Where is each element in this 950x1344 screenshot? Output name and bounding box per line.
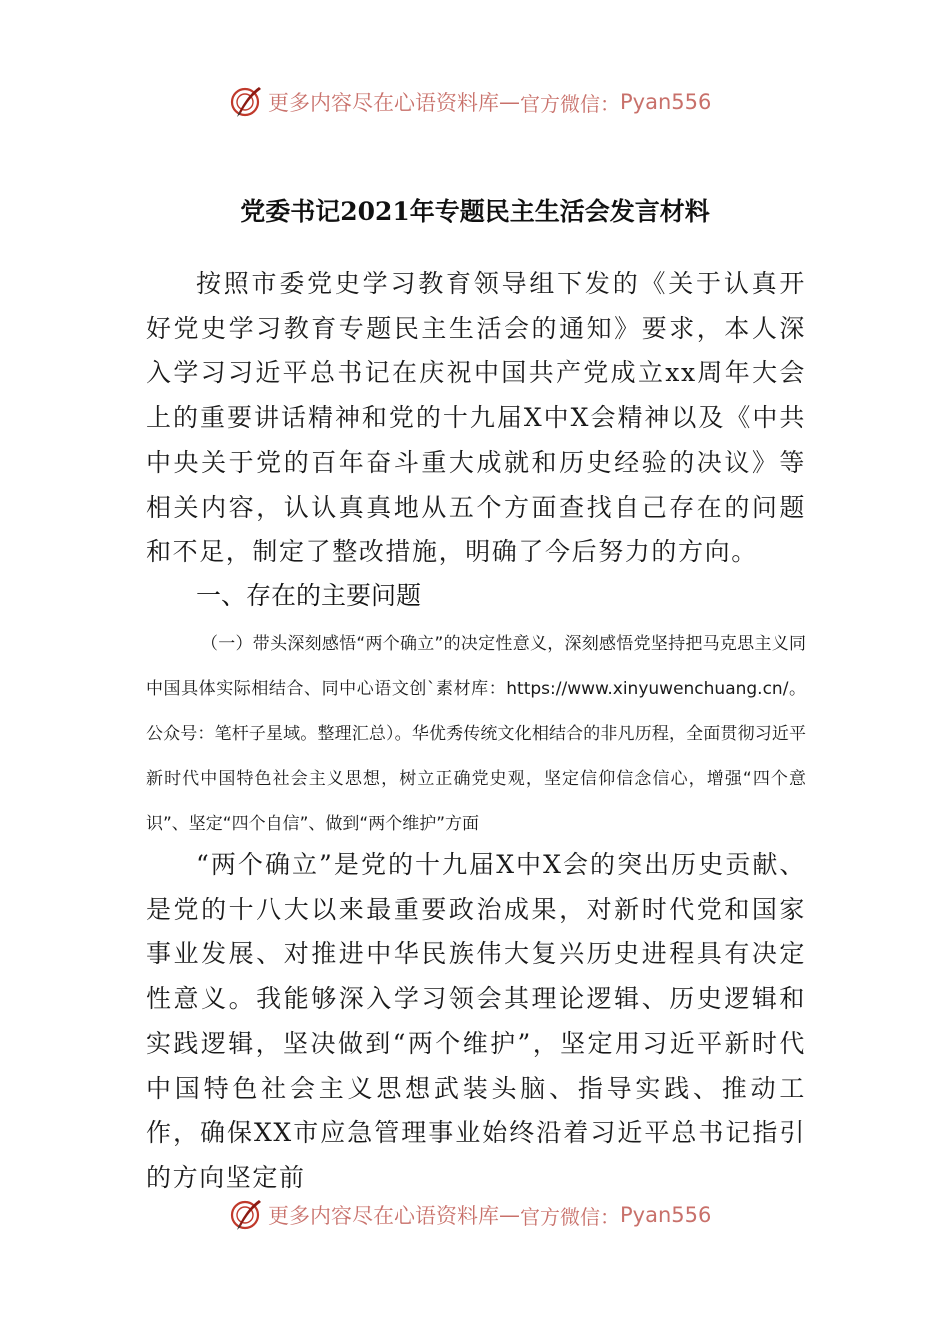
banner-dash: — bbox=[499, 90, 520, 114]
banner-brand-text: 更多内容尽在心语资料库 bbox=[268, 1204, 499, 1228]
body-paragraph: “两个确立”是党的十九届X中X会的突出历史贡献、是党的十八大以来最重要政治成果，对新时代党和国家事业发展、对推进中华民族伟大复兴历史进程具有决定性意义。我能够深入学习领会其理论逻辑、历史逻辑和实践逻辑，坚决做到“两个维护”，坚定用习近平新时代中国特色社会主义思想武装头脑、指导实践、推动工作，确保XX市应急管理事业始终沿着习近平总书记指引的方向坚定前 bbox=[146, 850, 806, 1192]
quill-logo-icon bbox=[228, 84, 264, 120]
section-heading-main-problems: 一、存在的主要问题 bbox=[196, 581, 422, 610]
quill-logo-icon bbox=[228, 1197, 264, 1233]
banner-wechat-label: 官方微信： bbox=[520, 1204, 620, 1229]
banner-account-id: Pyan556 bbox=[620, 1203, 712, 1227]
document-title: 党委书记2021年专题民主生活会发言材料 bbox=[240, 197, 710, 226]
banner-wechat-label: 官方微信： bbox=[520, 91, 620, 116]
subsection-heading-paragraph: （一）带头深刻感悟“两个确立”的决定性意义，深刻感悟党坚持把马克思主义同中国具体实际相结合、同中心语文创`素材库：https://www.xinyuwenchuang.cn/。公众号：笔杆子星域。整理汇总）。华优秀传统文化相结合的非凡历程，全面贯彻习近平新时代中国特色社会主义思想，树立正确党史观，坚定信仰信念信心，增强“四个意识”、坚定“四个自信”、做到“两个维护”方面 bbox=[146, 634, 806, 834]
intro-paragraph: 按照市委党史学习教育领导组下发的《关于认真开好党史学习教育专题民主生活会的通知》要求，本人深入学习习近平总书记在庆祝中国共产党成立xx周年大会上的重要讲话精神和党的十九届X中X会精神以及《中共中央关于党的百年奋斗重大成就和历史经验的决议》等相关内容，认认真真地从五个方面查找自己存在的问题和不足，制定了整改措施，明确了今后努力的方向。 bbox=[146, 269, 806, 567]
banner-brand-text: 更多内容尽在心语资料库 bbox=[268, 91, 499, 115]
header-watermark-banner bbox=[228, 82, 711, 122]
banner-dash: — bbox=[499, 1203, 520, 1227]
banner-account-id: Pyan556 bbox=[620, 90, 712, 114]
footer-watermark-banner bbox=[228, 1195, 711, 1235]
